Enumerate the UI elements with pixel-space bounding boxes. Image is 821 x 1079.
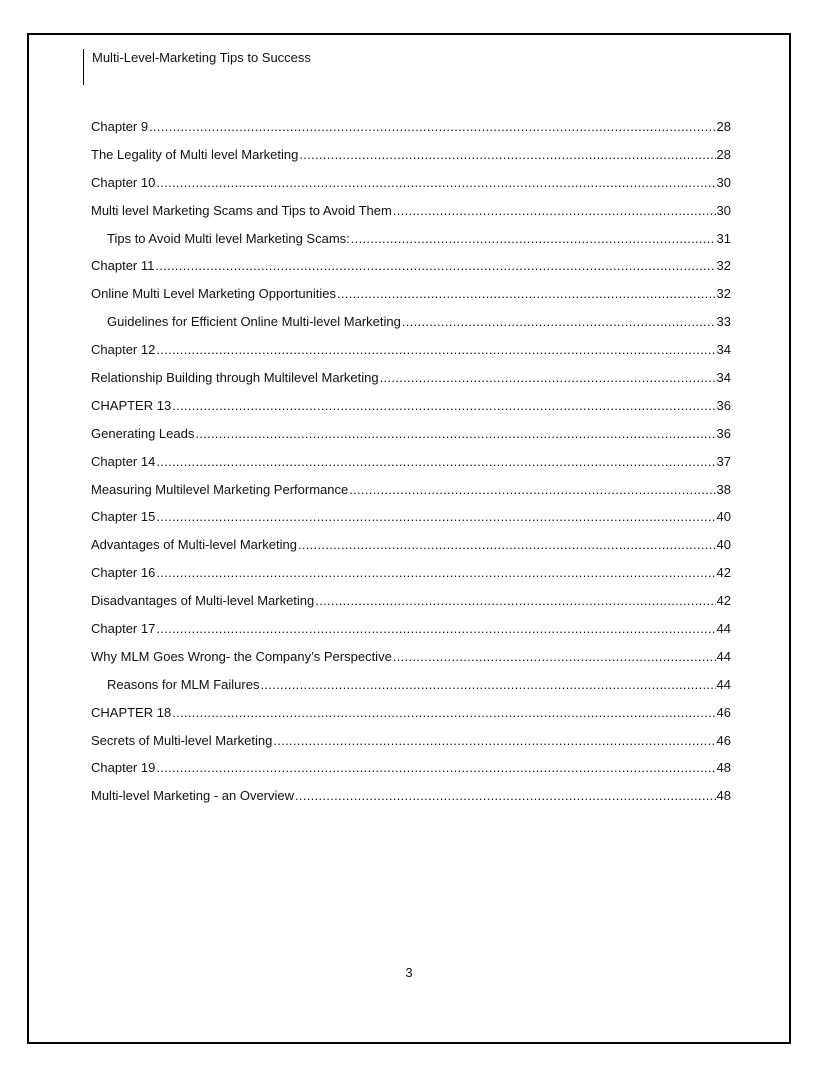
toc-dot-leader [402,314,716,329]
toc-dot-leader [380,370,716,385]
toc-entry-page: 28 [716,146,731,162]
toc-dot-leader [156,454,715,469]
toc-entry-page: 44 [716,676,731,692]
toc-entry-page: 48 [716,760,731,776]
toc-entry-label: Advantages of Multi-level Marketing [91,537,297,553]
toc-dot-leader [337,286,716,301]
toc-entry-label: Measuring Multilevel Marketing Performance [91,481,349,497]
toc-entry-label: CHAPTER 18 [91,704,172,720]
toc-dot-leader [393,649,716,664]
toc-entry-page: 44 [716,648,731,664]
toc-dot-leader [195,426,715,441]
toc-entry-label: Chapter 10 [91,174,156,190]
toc-entry-page: 34 [716,370,731,386]
toc-dot-leader [315,593,715,608]
toc-dot-leader [156,175,715,190]
toc-dot-leader [351,231,716,246]
toc-entry[interactable] [91,147,731,175]
toc-entry-label: Disadvantages of Multi-level Marketing [91,593,315,609]
toc-entry-page: 34 [716,342,731,358]
toc-entry[interactable] [91,119,731,147]
page-number: 3 [405,965,413,980]
toc-entry[interactable] [91,203,731,231]
toc-dot-leader [156,760,715,775]
toc-entry-label: Chapter 9 [91,119,149,134]
toc-dot-leader [295,788,716,803]
toc-entry-page: 32 [716,258,731,274]
toc-entry-label: Generating Leads [91,425,195,441]
toc-entry-page: 30 [716,174,731,190]
toc-entry[interactable] [91,426,731,454]
toc-entry[interactable] [91,788,731,816]
toc-entry-label: Guidelines for Efficient Online Multi-level Marketing [107,314,401,330]
toc-entry[interactable] [91,760,731,788]
toc-entry[interactable] [91,593,731,621]
toc-entry-label: Relationship Building through Multilevel Marketing [91,370,379,386]
toc-entry-page: 32 [716,286,731,302]
toc-entry[interactable] [91,565,731,593]
toc-dot-leader [155,258,715,273]
toc-entry-label: Chapter 12 [91,342,156,358]
toc-entry-page: 42 [716,593,731,609]
toc-dot-leader [172,398,715,413]
toc-entry[interactable] [91,509,731,537]
toc-dot-leader [393,203,716,218]
toc-entry-label: Chapter 16 [91,565,156,581]
toc-entry-label: Chapter 19 [91,760,156,776]
toc-entry-page: 36 [716,397,731,413]
toc-entry-page: 46 [716,704,731,720]
toc-dot-leader [260,677,715,692]
toc-entry-label: The Legality of Multi level Marketing [91,146,299,162]
toc-entry[interactable] [91,342,731,370]
toc-entry[interactable] [91,231,731,259]
toc-dot-leader [156,509,715,524]
toc-entry[interactable] [91,454,731,482]
toc-dot-leader [349,482,715,497]
toc-dot-leader [172,705,715,720]
toc-entry-page: 33 [716,314,731,330]
toc-entry[interactable] [91,705,731,733]
toc-entry-page: 44 [716,621,731,637]
toc-entry-label: Tips to Avoid Multi level Marketing Scams: [107,230,350,246]
toc-entry-page: 48 [716,788,731,804]
toc-entry[interactable] [91,286,731,314]
toc-entry-label: Chapter 17 [91,621,156,637]
toc-entry[interactable] [91,175,731,203]
toc-entry[interactable] [91,733,731,761]
toc-entry[interactable] [91,677,731,705]
toc-entry-label: Secrets of Multi-level Marketing [91,732,273,748]
toc-entry-page: 40 [716,537,731,553]
toc-entry-page: 42 [716,565,731,581]
toc-entry-label: Chapter 15 [91,509,156,525]
toc-entry[interactable] [91,649,731,677]
toc-entry-label: Why MLM Goes Wrong- the Company’s Perspective [91,648,392,664]
toc-dot-leader [149,119,715,134]
toc-entry-page: 38 [716,481,731,497]
table-of-contents [91,119,731,816]
toc-dot-leader [156,621,715,636]
toc-entry-label: Reasons for MLM Failures [107,676,260,692]
toc-entry-label: Chapter 14 [91,453,156,469]
toc-entry-page: 46 [716,732,731,748]
toc-dot-leader [299,147,715,162]
toc-dot-leader [273,733,715,748]
toc-entry[interactable] [91,537,731,565]
toc-entry-page: 36 [716,425,731,441]
toc-entry-label: Multi-level Marketing - an Overview [91,788,295,804]
toc-entry[interactable] [91,621,731,649]
toc-entry[interactable] [91,482,731,510]
toc-entry-page: 31 [716,230,731,246]
toc-entry-label: Multi level Marketing Scams and Tips to Avoid Them [91,202,392,218]
running-header [83,49,311,85]
toc-entry[interactable] [91,258,731,286]
toc-dot-leader [156,342,715,357]
toc-entry-label: Online Multi Level Marketing Opportunities [91,286,336,302]
toc-entry-page: 30 [716,202,731,218]
toc-entry-page: 37 [716,453,731,469]
toc-entry-page: 40 [716,509,731,525]
header-title: Multi-Level-Marketing Tips to Success [92,50,311,65]
toc-dot-leader [298,537,716,552]
document-page [27,33,791,1044]
toc-entry-label: CHAPTER 13 [91,397,172,413]
toc-entry[interactable] [91,398,731,426]
toc-entry[interactable] [91,314,731,342]
toc-dot-leader [156,565,715,580]
toc-entry-page: 28 [716,119,731,134]
toc-entry-label: Chapter 11 [91,258,155,274]
toc-entry[interactable] [91,370,731,398]
